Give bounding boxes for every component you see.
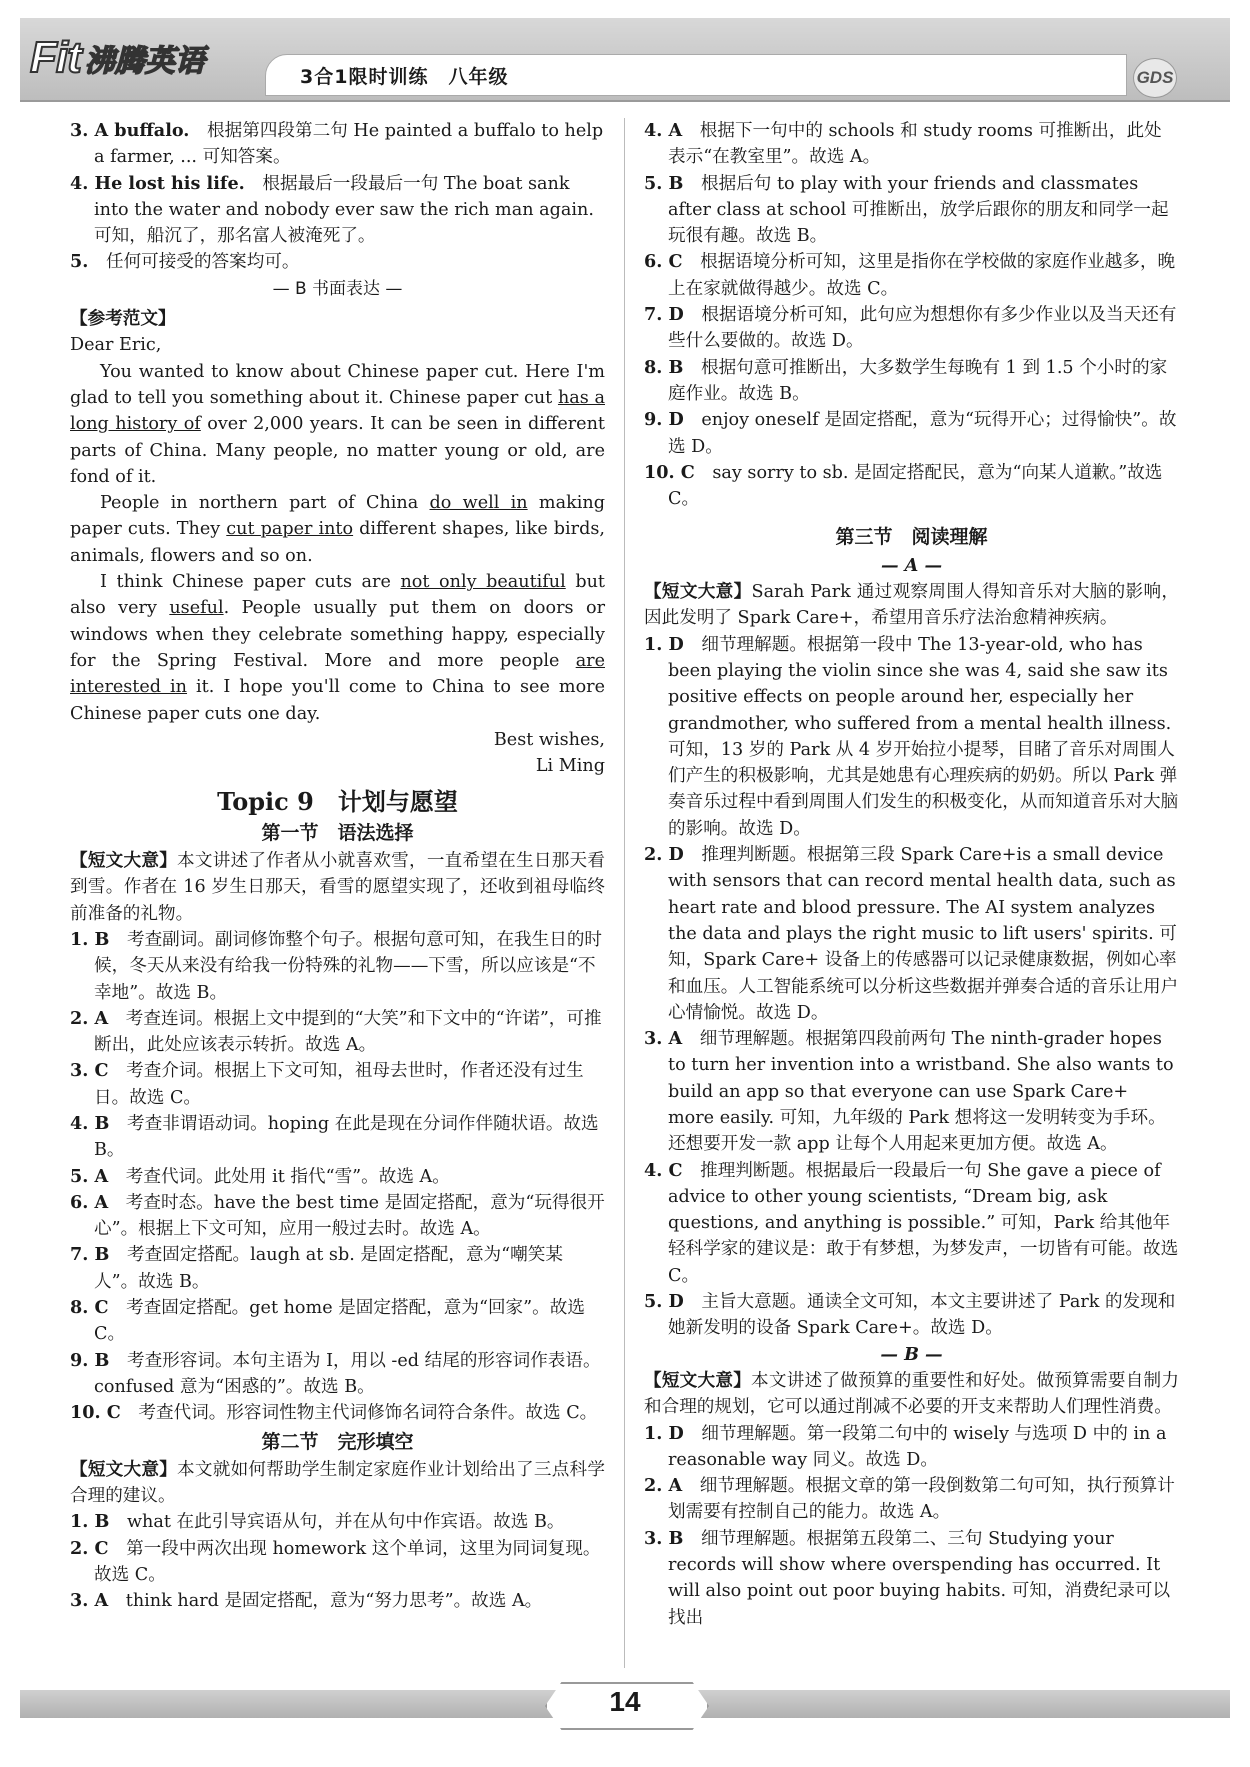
answer-explanation: 推理判断题。根据最后一段最后一句 She gave a piece of advice to other young scientists, “Dream big, ask questions, and anything is possible.” 可知，Park 给其他年轻科学家的建议是：敢于有梦想，为梦发声，一切皆有可能。故选 C。: [668, 1160, 1179, 1286]
answer-number: 2. A: [644, 1475, 683, 1497]
answer-explanation: 考查介词。根据上下文可知，祖母去世时，作者还没有过生日。故选 C。: [94, 1061, 584, 1108]
answer-number: 8. B: [644, 356, 684, 378]
answer-number: 1. B: [70, 928, 110, 950]
answer-number: 6. C: [644, 251, 683, 273]
answer-explanation: 第一段中两次出现 homework 这个单词，这里为同词复现。故选 C。: [94, 1538, 601, 1586]
answer-explanation: 考查代词。此处用 it 指代“雪”。故选 A。: [125, 1166, 450, 1187]
answer-item: [70, 1242, 605, 1295]
answer-number: 1. D: [644, 1422, 684, 1444]
answer-number: 4. B: [70, 1112, 110, 1134]
answer-explanation: 考查副词。副词修饰整个句子。根据句意可知，在我生日的时候，冬天从来没有给我一份特殊的礼物——下雪，所以应该是“不幸地”。故选 B。: [94, 929, 603, 1003]
header-subtitle: 3合1限时训练 八年级: [300, 66, 509, 88]
left-top-items: [70, 118, 605, 276]
answer-number: 4. He lost his life.: [70, 172, 245, 194]
answer-item: [644, 1526, 1179, 1631]
section-2-summary: 【短文大意】本文就如何帮助学生制定家庭作业计划给出了三点科学合理的建议。: [70, 1459, 605, 1507]
answer-number: 2. D: [644, 844, 684, 866]
answer-explanation: 考查非谓语动词。hoping 在此是现在分词作伴随状语。故选 B。: [94, 1113, 599, 1161]
answer-item: [644, 1473, 1179, 1526]
answer-explanation: 考查连词。根据上文中提到的“大笑”和下文中的“许诺”，可推断出，此处应该表示转折。故选 A。: [94, 1008, 602, 1056]
answer-item: [70, 1111, 605, 1164]
answer-item: [644, 1289, 1179, 1342]
passage-a-mark: — A —: [880, 554, 943, 576]
answer-explanation: 任何可接受的答案均可。: [105, 252, 300, 273]
answer-number: 3. A: [644, 1028, 683, 1050]
brand-name: 沸腾英语: [84, 44, 205, 79]
section-1-title: 第一节 语法选择: [261, 821, 414, 844]
answer-item: [644, 171, 1179, 250]
answer-number: 4. C: [644, 1159, 683, 1181]
section-3-title: 第三节 阅读理解: [835, 526, 988, 549]
answer-item: [70, 1006, 605, 1059]
answer-explanation: 根据语境分析可知，这里是指你在学校做的家庭作业越多，晚上在家就做得越少。故选 C。: [668, 252, 1176, 299]
section-2-items-right: [644, 118, 1179, 512]
answer-explanation: 根据最后一段最后一句 The boat sank into the water and nobody ever saw the rich man again. 可知，船沉了，那名富人被淹死了。: [94, 173, 594, 247]
answer-explanation: think hard 是固定搭配，意为“努力思考”。故选 A。: [125, 1591, 543, 1612]
answer-explanation: 根据语境分析可知，此句应为想想你有多少作业以及当天还有些什么要做的。故选 D。: [668, 305, 1177, 352]
letter-greeting: Dear Eric,: [70, 335, 162, 356]
answer-item: [644, 355, 1179, 408]
column-divider: [624, 118, 625, 1668]
answer-number: 10. C: [70, 1402, 121, 1424]
answer-explanation: 根据句意可推断出，大多数学生每晚有 1 到 1.5 个小时的家庭作业。故选 B。: [668, 357, 1168, 404]
answer-explanation: 考查形容词。本句主语为 I，用以 -ed 结尾的形容词作表语。confused 意为“困惑的”。故选 B。: [94, 1350, 601, 1397]
answer-number: 2. C: [70, 1537, 109, 1559]
answer-explanation: 考查时态。have the best time 是固定搭配，意为“玩得很开心”。根据上下文可知，应用一般过去时。故选 A。: [94, 1192, 605, 1240]
answer-item: [644, 1158, 1179, 1289]
answer-item: [70, 171, 605, 250]
letter-paragraph-1: You wanted to know about Chinese paper cut. Here I'm glad to tell you something about it. Chinese paper cut has a long history of over 2,000 years. It can be seen in different parts of China. Many people, no matter young or old, are fond of it.: [70, 361, 605, 487]
answer-explanation: 考查固定搭配。get home 是固定搭配，意为“回家”。故选 C。: [94, 1298, 585, 1345]
letter-paragraph-2: People in northern part of China do well in making paper cuts. They cut paper into different shapes, like birds, animals, flowers and so on.: [70, 493, 605, 566]
right-column: [644, 118, 1179, 1631]
answer-item: [70, 927, 605, 1006]
passage-b-mark: — B —: [880, 1343, 943, 1365]
passage-a-summary: 【短文大意】Sarah Park 通过观察周围人得知音乐对大脑的影响，因此发明了 Spark Care+，希望用音乐疗法治愈精神疾病。: [644, 582, 1179, 629]
answer-explanation: 主旨大意题。通读全文可知，本文主要讲述了 Park 的发现和她新发明的设备 Spark Care+。故选 D。: [668, 1292, 1176, 1339]
answer-item: [644, 118, 1179, 171]
answer-explanation: 根据下一句中的 schools 和 study rooms 可推断出，此处表示“在教室里”。故选 A。: [668, 121, 1162, 168]
gds-badge: GDS: [1133, 58, 1177, 98]
letter-closing: Best wishes,: [493, 729, 605, 750]
answer-item: [70, 1190, 605, 1243]
answer-number: 3. A: [70, 1590, 109, 1612]
letter-signature: Li Ming: [535, 756, 605, 777]
answer-number: 9. B: [70, 1349, 110, 1371]
answer-number: 7. D: [644, 304, 684, 326]
letter-paragraph-3: I think Chinese paper cuts are not only beautiful but also very useful. People usually put them on doors or windows when they celebrate something happy, especially for the Spring Festival. More and more people are interested in it. I hope you'll come to China to see more Chinese paper cuts one day.: [70, 572, 605, 724]
reference-label: 【参考范文】: [70, 309, 176, 330]
page-number: 14: [609, 1686, 641, 1717]
passage-b-summary: 【短文大意】本文讲述了做预算的重要性和好处。做预算需要自制力和合理的规划，它可以通过削减不必要的开支来帮助人们理性消费。: [644, 1370, 1179, 1418]
answer-item: [644, 302, 1179, 355]
answer-item: [644, 632, 1179, 842]
answer-item: [70, 1164, 605, 1190]
answer-number: 6. A: [70, 1191, 109, 1213]
answer-item: [644, 460, 1179, 513]
answer-number: 5. B: [644, 172, 684, 194]
answer-number: 8. C: [70, 1297, 109, 1319]
answer-number: 9. D: [644, 409, 684, 431]
section-1-summary: 【短文大意】本文讲述了作者从小就喜欢雪，一直希望在生日那天看到雪。作者在 16 岁生日那天，看雪的愿望实现了，还收到祖母临终前准备的礼物。: [70, 851, 605, 924]
answer-item: [70, 1509, 605, 1535]
section-2-title: 第二节 完形填空: [261, 1430, 414, 1453]
answer-explanation: say sorry to sb. 是固定搭配民，意为“向某人道歉。”故选 C。: [668, 462, 1163, 510]
answer-explanation: 细节理解题。根据文章的第一段倒数第二句可知，执行预算计划需要有控制自己的能力。故选 A。: [668, 1476, 1175, 1523]
answer-item: [70, 1588, 605, 1614]
topic-title: Topic 9 计划与愿望: [217, 787, 458, 817]
answer-explanation: enjoy oneself 是固定搭配，意为“玩得开心；过得愉快”。故选 D。: [668, 410, 1177, 457]
section-b-heading: — B 书面表达 —: [272, 278, 403, 299]
answer-explanation: 考查代词。形容词性物主代词修饰名词符合条件。故选 C。: [138, 1403, 598, 1424]
answer-number: 4. A: [644, 120, 683, 141]
answer-item: [644, 1026, 1179, 1157]
answer-item: [70, 1295, 605, 1348]
brand-fit: Fit: [30, 33, 81, 82]
answer-number: 1. B: [70, 1511, 110, 1533]
answer-item: [70, 1058, 605, 1111]
answer-explanation: 考查固定搭配。laugh at sb. 是固定搭配，意为“嘲笑某人”。故选 B。: [94, 1245, 563, 1292]
answer-number: 5.: [70, 251, 89, 273]
answer-number: 5. D: [644, 1291, 684, 1313]
passage-b-items: [644, 1421, 1179, 1631]
answer-item: [70, 118, 605, 171]
answer-number: 3. A buffalo.: [70, 120, 190, 141]
answer-number: 5. A: [70, 1165, 109, 1187]
answer-explanation: 根据后句 to play with your friends and classmates after class at school 可推断出，放学后跟你的朋友和同学一起玩很有趣。故选 B。: [668, 173, 1169, 247]
answer-item: [644, 842, 1179, 1026]
answer-item: [644, 407, 1179, 460]
answer-item: [644, 249, 1179, 302]
answer-explanation: 细节理解题。第一段第二句中的 wisely 与选项 D 中的 in a reasonable way 同义。故选 D。: [668, 1423, 1167, 1470]
passage-a-items: [644, 632, 1179, 1342]
answer-number: 3. C: [70, 1060, 109, 1082]
brand-logo: [30, 28, 205, 88]
answer-explanation: 根据第四段第二句 He painted a buffalo to help a farmer, ... 可知答案。: [94, 121, 604, 168]
answer-explanation: 推理判断题。根据第三段 Spark Care+is a small device with sensors that can record mental health data, such as heart rate and blood pressure. The AI system analyzes the data and plays the right music to lift users' spirits. 可知，Spark Care+ 设备上的传感器可以记录健康数据，例如心率和血压。人工智能系统可以分析这些数据并弹奏合适的音乐让用户心情愉悦。故选 D。: [668, 845, 1179, 1023]
answer-number: 10. C: [644, 461, 695, 483]
answer-number: 1. D: [644, 633, 684, 655]
answer-explanation: 细节理解题。根据第四段前两句 The ninth-grader hopes to turn her invention into a wristband. She also wants to build an app so that everyone can use Spark Care+ more easily. 可知，九年级的 Park 想将这一发明转变为手环。还想要开发一款 app 让每个人用起来更加方便。故选 A。: [668, 1029, 1174, 1155]
answer-item: [70, 1400, 605, 1426]
left-column: [70, 118, 605, 1615]
answer-number: 3. B: [644, 1527, 684, 1549]
section-2-items-left: [70, 1509, 605, 1614]
answer-item: [644, 1421, 1179, 1474]
answer-number: 7. B: [70, 1244, 110, 1266]
answer-explanation: 细节理解题。根据第五段第二、三句 Studying your records will show where overspending has occurred. It will also point out poor buying habits. 可知，消费纪录可以找出: [668, 1528, 1171, 1628]
answer-explanation: 细节理解题。根据第一段中 The 13-year-old, who has been playing the violin since she was 4, said she saw its positive effects on people around her, especially her grandmother, who suffered from a mental health illness. 可知，13 岁的 Park 从 4 岁开始拉小提琴，目睹了音乐对周围人们产生的积极影响，尤其是她患有心理疾病的奶奶。所以 Park 弹奏音乐过程中看到周围人们发生的积极变化，从而知道音乐对大脑的影响。故选 D。: [668, 634, 1179, 839]
answer-explanation: what 在此引导宾语从句，并在从句中作宾语。故选 B。: [126, 1512, 565, 1533]
section-1-items: [70, 927, 605, 1427]
answer-item: [70, 1536, 605, 1589]
answer-item: [70, 1348, 605, 1401]
answer-number: 2. A: [70, 1007, 109, 1029]
answer-item: [70, 249, 605, 275]
